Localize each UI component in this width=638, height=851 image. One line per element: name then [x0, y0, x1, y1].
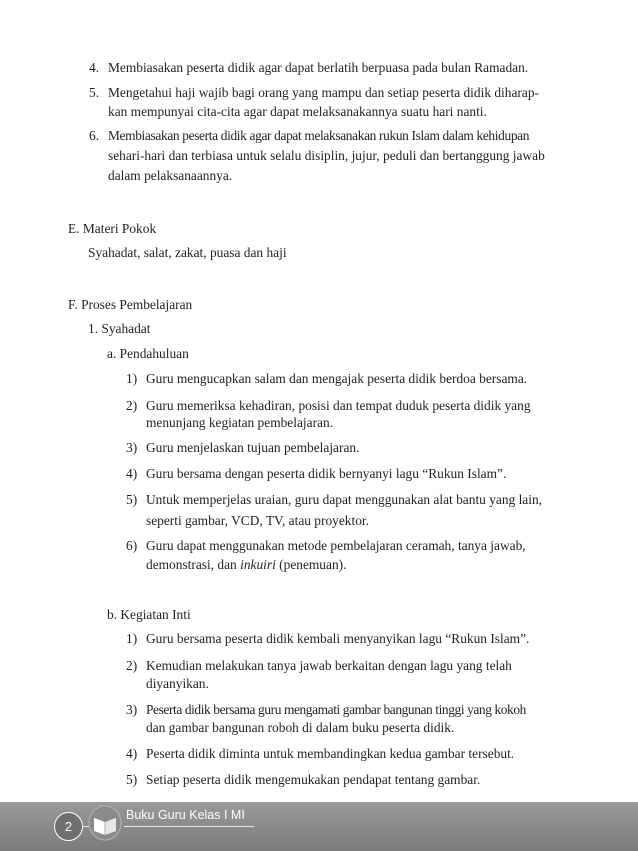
section-f-heading: F. Proses Pembelajaran — [68, 297, 193, 312]
step-a6-line2: demonstrasi, dan inkuiri (penemuan). — [146, 557, 347, 572]
footer-rule-right — [124, 826, 254, 827]
book-icon — [88, 804, 122, 842]
step-b1-number: 1) — [126, 631, 138, 646]
step-a4-text: Guru bersama dengan peserta didik bernyanyi lagu “Rukun Islam”. — [146, 466, 507, 481]
step-b4-number: 4) — [126, 746, 138, 761]
kegiatan-inti-heading: b. Kegiatan Inti — [107, 607, 191, 622]
step-b1-text: Guru bersama peserta didik kembali menyanyikan lagu “Rukun Islam”. — [146, 631, 530, 646]
step-b5-text: Setiap peserta didik mengemukakan pendapat tentang gambar. — [146, 772, 481, 787]
objective-5-line2: kan mempunyai cita-cita agar dapat melaksanakannya suatu hari nanti. — [108, 104, 487, 119]
objective-6-line2: sehari-hari dan terbiasa untuk selalu disiplin, jujur, peduli dan bertanggung jawab — [108, 148, 545, 163]
step-a1-number: 1) — [126, 371, 138, 386]
section-e-heading: E. Materi Pokok — [68, 221, 157, 236]
step-a3-text: Guru menjelaskan tujuan pembelajaran. — [146, 440, 360, 455]
section-e-content: Syahadat, salat, zakat, puasa dan haji — [88, 245, 287, 260]
step-b5-number: 5) — [126, 772, 138, 787]
objective-5-number: 5. — [89, 85, 100, 100]
objective-4-number: 4. — [89, 60, 100, 75]
step-a6-number: 6) — [126, 538, 138, 553]
step-b3-line1: Peserta didik bersama guru mengamati gambar bangunan tinggi yang kokoh — [146, 702, 526, 717]
step-a2-line2: menunjang kegiatan pembelajaran. — [146, 415, 334, 430]
objective-6-line3: dalam pelaksanaannya. — [108, 168, 233, 183]
step-a3-number: 3) — [126, 440, 138, 455]
step-a6-line1: Guru dapat menggunakan metode pembelajaran ceramah, tanya jawab, — [146, 538, 526, 553]
objective-6-number: 6. — [89, 128, 100, 143]
page-number: 2 — [54, 812, 83, 841]
step-a2-number: 2) — [126, 398, 138, 413]
step-b3-line2: dan gambar bangunan roboh di dalam buku peserta didik. — [146, 720, 455, 735]
syahadat-heading: 1. Syahadat — [88, 321, 151, 336]
step-b2-line1: Kemudian melakukan tanya jawab berkaitan dengan lagu yang telah — [146, 658, 512, 673]
objective-5-line1: Mengetahui haji wajib bagi orang yang mampu dan setiap peserta didik diharap- — [108, 85, 539, 100]
step-a5-number: 5) — [126, 492, 138, 507]
objective-4-text: Membiasakan peserta didik agar dapat berlatih berpuasa pada bulan Ramadan. — [108, 60, 529, 75]
inkuiri-term: inkuiri — [240, 557, 276, 572]
step-b2-line2: diyanyikan. — [146, 676, 209, 691]
step-a2-line1: Guru memeriksa kehadiran, posisi dan tempat duduk peserta didik yang — [146, 398, 531, 413]
step-b2-number: 2) — [126, 658, 138, 673]
step-a1-text: Guru mengucapkan salam dan mengajak peserta didik berdoa bersama. — [146, 371, 528, 386]
step-a4-number: 4) — [126, 466, 138, 481]
pendahuluan-heading: a. Pendahuluan — [107, 346, 189, 361]
step-a5-line1: Untuk memperjelas uraian, guru dapat menggunakan alat bantu yang lain, — [146, 492, 543, 507]
step-b4-text: Peserta didik diminta untuk membandingkan kedua gambar tersebut. — [146, 746, 515, 761]
step-b3-number: 3) — [126, 702, 138, 717]
book-title: Buku Guru Kelas I MI — [126, 808, 245, 822]
step-a5-line2: seperti gambar, VCD, TV, atau proyektor. — [146, 513, 369, 528]
objective-6-line1: Membiasakan peserta didik agar dapat melaksanakan rukun Islam dalam kehidupan — [108, 128, 530, 143]
